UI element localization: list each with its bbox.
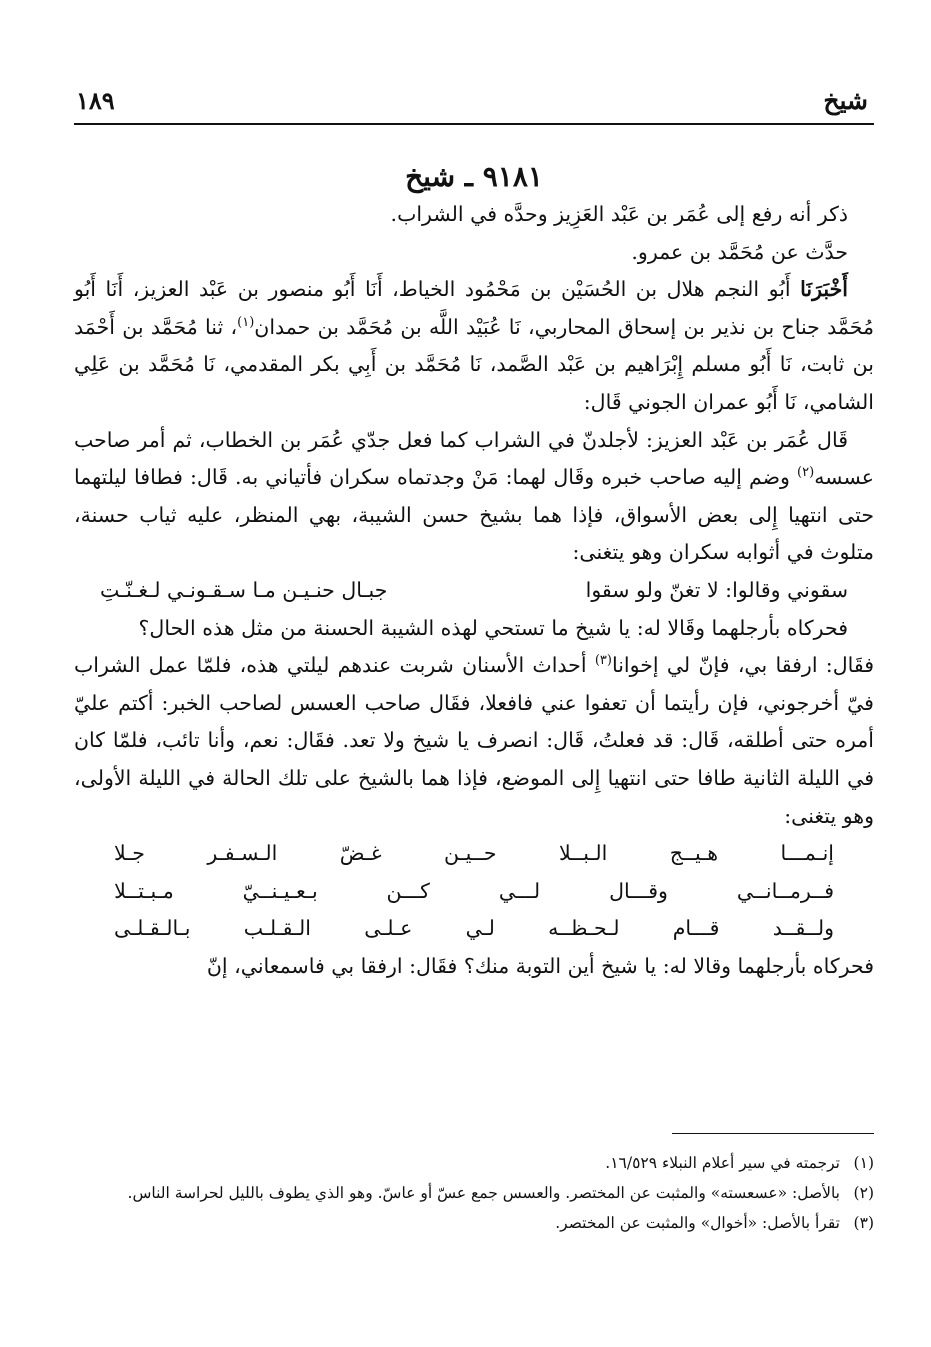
paragraph-text: فحركاه بأرجلهما وقَالا له: يا شيخ ما تستحي لهذه الشيبة الحسنة من مثل هذه الحال؟: [138, 615, 848, 640]
verse-word: لـي: [465, 916, 495, 941]
footnote: [74, 1210, 874, 1237]
narrative-paragraph: [74, 610, 874, 648]
footnote-number: (٣): [853, 1214, 874, 1232]
verse-word: غـضّ: [339, 841, 382, 866]
footnote-ref: (٣): [594, 653, 612, 669]
verse-word: بـالـقـلـى: [114, 916, 191, 941]
paragraph-text: ذكر أنه رفع إلى عُمَر بن عَبْد العَزِيز وحدَّه في الشراب.: [390, 202, 848, 226]
narrative-paragraph: [74, 948, 874, 986]
lead-word: أَخْبَرَنَا: [800, 277, 848, 302]
paragraph-text: فحركاه بأرجلهما وقالا له: يا شيخ أين التوبة منك؟ فقَال: ارفقا بي فاسمعاني، إنّ: [206, 953, 874, 978]
footnote-ref: (١): [237, 314, 255, 330]
verse-word: مـبـتــلا: [114, 878, 174, 903]
running-head: شيخ: [823, 86, 868, 115]
footnote-rule: [672, 1133, 874, 1134]
verse-word: ولــقــد: [772, 916, 834, 941]
paragraph-text: ، ثنا مُحَمَّد بن أَحْمَد بن ثابت، نَا أَبُو مسلم إِبْرَاهيم بن عَبْد الصَّمد، نَا مُحَمَّد بن أَبِي بكر المقدمي، نَا مُحَمَّد بن عَلِي الشامي، نَا أَبُو عمران الجوني قَال:: [74, 314, 874, 414]
verse-hemistich: جبـال حنـيـن مـا سـقـونـي لـغـنّـتِ: [100, 577, 388, 602]
page-number: ١٨٩: [76, 86, 115, 115]
verse-line: [74, 873, 874, 911]
verse-hemistich: سقوني وقالوا: لا تغنّ ولو سقوا: [585, 577, 848, 602]
verse-word: الـبــلا: [558, 841, 608, 866]
footnote-text: ترجمته في سير أعلام النبلاء ١٦/٥٢٩.: [605, 1154, 840, 1172]
verse-word: هـيــج: [669, 841, 719, 866]
header-rule: [74, 123, 874, 125]
verse-word: إنـمـــا: [780, 841, 834, 866]
verse-word: بـعـيـنــيّ: [242, 878, 318, 903]
paragraph-text: أحداث الأسنان شربت عندهم ليلتي هذه، فلمّا عمل الشراب فيّ أخرجوني، فإن رأيتما أن تعفوا عني فافعلا، فقَال صاحب العسس لصاحب الخبر: أكتم عليّ أمره حتى أطلقه، قَال: قد فعلتُ، قَال: انصرف يا شيخ ولا تعد. فقَال: نعم، وأنا تائب، فلمّا كان في الليلة الثانية طافا حتى انتهيا إِلى الموضع، فإذا هما بالشيخ على تلك الحالة في الليلة الأولى، وهو يتغنى:: [74, 653, 874, 828]
verse-word: كـــن: [386, 878, 430, 903]
footnote-number: (٢): [853, 1184, 874, 1202]
paragraph-text: أَبُو النجم هلال بن الحُسَيْن بن مَحْمُود الخياط، أَنَا أَبُو منصور بن عَبْد العزيز، أَنَا أَبُو مُحَمَّد جناح بن نذير بن إسحاق المحاربي، نَا عُبَيْد اللَّه بن مُحَمَّد بن حمدان: [74, 277, 874, 339]
footnote-text: بالأصل: «عسعسته» والمثبت عن المختصر. والعسس جمع عسّ أو عاسّ. وهو الذي يطوف بالليل لحراسة الناس.: [127, 1184, 840, 1202]
verse-word: الـقـلـب: [243, 916, 311, 941]
verse-word: لـحـظــه: [548, 916, 620, 941]
body-text: [74, 196, 874, 985]
footnote: [74, 1150, 874, 1177]
verse-word: قـــام: [672, 916, 720, 941]
verse-line: [74, 572, 874, 610]
paragraph: [74, 196, 874, 234]
verse-word: وقـــال: [609, 878, 668, 903]
verse-line: [74, 835, 874, 873]
paragraph: [74, 234, 874, 272]
isnad-paragraph: [74, 271, 874, 421]
verse-word: فــرمــانــي: [736, 878, 834, 903]
paragraph-text: حدَّث عن مُحَمَّد بن عمرو.: [631, 239, 848, 264]
paragraph-text: قَال عُمَر بن عَبْد العزيز: لأجلدنّ في الشراب كما فعل جدّي عُمَر بن الخطاب، ثم أمر صاحب عسسه: [74, 427, 874, 490]
footnote-number: (١): [853, 1154, 874, 1172]
document-page: [74, 0, 874, 1347]
verse-word: الـسـفـر: [207, 841, 278, 866]
paragraph-text: فقَال: ارفقا بي، فإنّ لي إخوانا: [611, 653, 874, 678]
narrative-paragraph: [74, 422, 874, 572]
paragraph-text: وضم إليه صاحب خبره وقَال لهما: مَنْ وجدتماه سكران فأتياني به. قَال: فطافا ليلتهما حتى انتهيا إِلى بعض الأسواق، فإذا هما بشيخ حسن الشيبة، بهي المنظر، عليه ثياب حسنة، متلوث في أثوابه سكران وهو يتغنى:: [74, 465, 874, 565]
verse-word: لـــي: [498, 878, 541, 903]
verse-word: حــيـن: [444, 841, 497, 866]
narrative-paragraph: [74, 647, 874, 835]
verse-word: عـلـى: [364, 916, 413, 941]
entry-title: ٩١٨١ ـ شيخ: [405, 160, 543, 193]
verse-line: [74, 910, 874, 948]
page-header: [74, 86, 874, 120]
footnote-ref: (٢): [797, 465, 815, 481]
footnote-text: تقرأ بالأصل: «أخوال» والمثبت عن المختصر.: [555, 1214, 840, 1232]
verse-word: جـلا: [114, 841, 145, 866]
footnotes: [74, 1150, 874, 1240]
footnote: [74, 1180, 874, 1207]
